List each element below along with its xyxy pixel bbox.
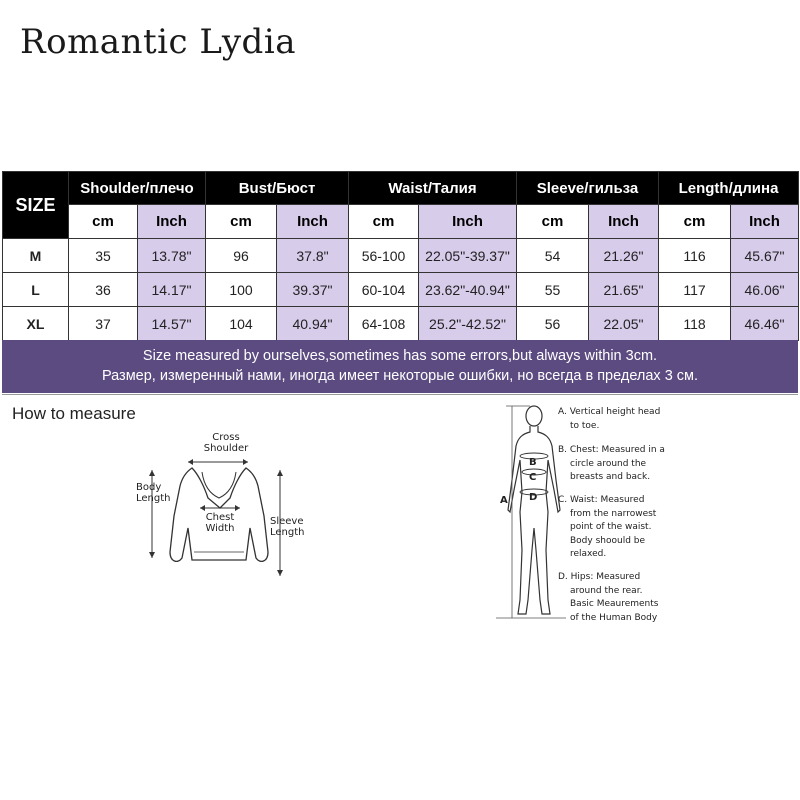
- chest-label-line1: Chest: [205, 512, 235, 523]
- table-cell: 14.17": [138, 273, 206, 307]
- subheader-cm: cm: [69, 205, 138, 239]
- legend-line: Basic Meaurements: [570, 599, 659, 610]
- table-cell: 55: [517, 273, 589, 307]
- table-cell: 37.8": [277, 239, 349, 273]
- marker-c: C: [529, 472, 537, 483]
- legend-line: breasts and back.: [570, 472, 651, 483]
- measurement-legend: [558, 406, 688, 625]
- subheader-inch: Inch: [138, 205, 206, 239]
- sleeve-length-label-line2: Length: [270, 527, 305, 538]
- subheader-inch: Inch: [589, 205, 659, 239]
- group-header-sleeve: Sleeve/гильза: [517, 172, 659, 205]
- group-header-shoulder: Shoulder/плечо: [69, 172, 206, 205]
- section-divider: [2, 394, 798, 395]
- table-cell: 56-100: [349, 239, 419, 273]
- table-cell: 64-108: [349, 307, 419, 341]
- subheader-inch: Inch: [419, 205, 517, 239]
- marker-a: A: [500, 495, 508, 506]
- table-cell: 25.2"-42.52": [419, 307, 517, 341]
- table-cell: 116: [659, 239, 731, 273]
- table-cell: 22.05"-39.37": [419, 239, 517, 273]
- legend-line: relaxed.: [570, 549, 607, 560]
- sleeve-length-label-line1: Sleeve: [270, 516, 304, 527]
- group-header-waist: Waist/Талия: [349, 172, 517, 205]
- table-cell: 60-104: [349, 273, 419, 307]
- marker-b: B: [529, 457, 537, 468]
- legend-line: around the rear.: [570, 585, 643, 596]
- legend-line: D. Hips: Measured: [558, 571, 641, 582]
- subheader-inch: Inch: [277, 205, 349, 239]
- size-cell: XL: [3, 307, 69, 341]
- legend-line: point of the waist.: [570, 522, 652, 533]
- note-russian: Размер, измеренный нами, иногда имеет некоторые ошибки, но всегда в пределах 3 см.: [101, 368, 699, 384]
- chest-label-line2: Width: [205, 523, 235, 534]
- legend-item-b: [558, 444, 688, 484]
- table-cell: 36: [69, 273, 138, 307]
- subheader-cm: cm: [206, 205, 277, 239]
- size-cell: M: [3, 239, 69, 273]
- legend-line: Body shoould be: [570, 535, 646, 546]
- size-header: SIZE: [3, 172, 69, 239]
- table-cell: 13.78": [138, 239, 206, 273]
- brand-logo: Romantic Lydia: [20, 22, 296, 62]
- table-cell: 117: [659, 273, 731, 307]
- note-english: Size measured by ourselves,sometimes has some errors,but always within 3cm.: [142, 348, 658, 364]
- how-to-measure-title: How to measure: [12, 404, 136, 423]
- table-cell: 21.26": [589, 239, 659, 273]
- marker-d: D: [529, 492, 538, 503]
- table-cell: 21.65": [589, 273, 659, 307]
- legend-line: C. Waist: Measured: [558, 494, 645, 505]
- size-cell: L: [3, 273, 69, 307]
- legend-line: circle around the: [570, 458, 647, 469]
- table-cell: 35: [69, 239, 138, 273]
- body-length-label-line2: Length: [136, 493, 171, 504]
- table-cell: 23.62"-40.94": [419, 273, 517, 307]
- legend-line: to toe.: [570, 420, 600, 431]
- legend-line: B. Chest: Measured in a: [558, 445, 665, 456]
- table-row: [3, 273, 799, 307]
- subheader-cm: cm: [349, 205, 419, 239]
- measurement-note-banner: [2, 340, 798, 393]
- table-cell: 118: [659, 307, 731, 341]
- group-header-bust: Bust/Бюст: [206, 172, 349, 205]
- cross-label-line2: Shoulder: [203, 443, 249, 454]
- legend-line: A. Vertical height head: [558, 407, 661, 417]
- table-cell: 56: [517, 307, 589, 341]
- subheader-cm: cm: [659, 205, 731, 239]
- legend-line: from the narrowest: [570, 508, 657, 519]
- table-cell: 39.37": [277, 273, 349, 307]
- table-cell: 40.94": [277, 307, 349, 341]
- table-row: [3, 239, 799, 273]
- table-cell: 46.46": [731, 307, 799, 341]
- body-length-label-line1: Body: [136, 482, 162, 493]
- size-chart-table: [2, 171, 799, 341]
- table-cell: 96: [206, 239, 277, 273]
- sweater-measure-diagram: [130, 428, 310, 588]
- legend-line: of the Human Body: [570, 612, 658, 623]
- cross-label-line1: Cross: [212, 432, 240, 443]
- legend-item-c: [558, 494, 688, 561]
- table-cell: 22.05": [589, 307, 659, 341]
- table-cell: 46.06": [731, 273, 799, 307]
- table-cell: 54: [517, 239, 589, 273]
- group-header-length: Length/длина: [659, 172, 799, 205]
- table-row: [3, 307, 799, 341]
- legend-item-a: [558, 406, 688, 432]
- table-cell: 100: [206, 273, 277, 307]
- table-cell: 45.67": [731, 239, 799, 273]
- subheader-inch: Inch: [731, 205, 799, 239]
- table-cell: 37: [69, 307, 138, 341]
- legend-item-d: [558, 571, 688, 624]
- subheader-cm: cm: [517, 205, 589, 239]
- table-cell: 104: [206, 307, 277, 341]
- table-cell: 14.57": [138, 307, 206, 341]
